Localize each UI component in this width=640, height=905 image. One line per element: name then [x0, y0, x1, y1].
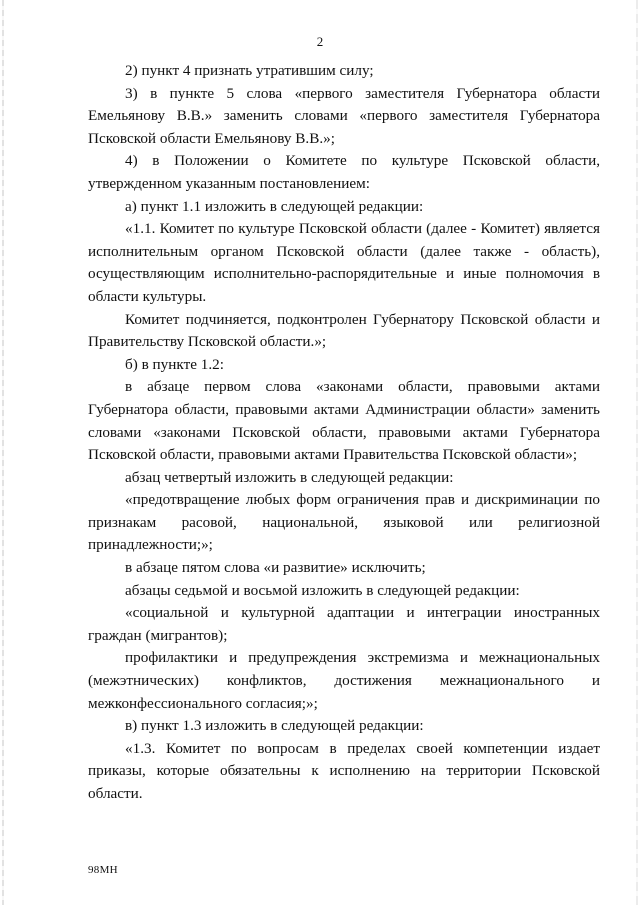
document-code: 98МН — [88, 864, 118, 876]
paragraph: «предотвращение любых форм ограничения прав и дискриминации по признакам расовой, национальной, языковой или религиозной принадлежности;»; — [88, 491, 600, 554]
paragraph: профилактики и предупреждения экстремизма и межнациональных (межэтнических) конфликтов, достижения межнационального и межконфессионального согласия;»; — [88, 649, 600, 712]
paragraph: в абзаце первом слова «законами области, правовыми актами Губернатора области, правовыми актами Администрации области» заменить словами «законами Псковской области, правовыми актами Губернатора Псковской области, правовыми актами Правительства Псковской области»; — [88, 378, 600, 464]
paragraph: в) пункт 1.3 изложить в следующей редакции: — [125, 717, 424, 735]
page-number: 2 — [316, 34, 324, 49]
paragraph: в абзаце пятом слова «и развитие» исключить; — [125, 559, 426, 577]
paragraph: «социальной и культурной адаптации и интеграции иностранных граждан (мигрантов); — [88, 604, 600, 644]
paragraph: 3) в пункте 5 слова «первого заместителя Губернатора области Емельянову В.В.» заменить словами «первого заместителя Губернатора Псковской области Емельянову В.В.»; — [88, 84, 600, 147]
scan-edge-right — [636, 0, 638, 905]
paragraph: а) пункт 1.1 изложить в следующей редакции: — [125, 197, 424, 215]
paragraph: абзац четвертый изложить в следующей редакции: — [125, 468, 454, 486]
paragraph: б) в пункте 1.2: — [125, 355, 224, 373]
paragraph: 2) пункт 4 признать утратившим силу; — [125, 62, 374, 79]
paragraph: 4) в Положении о Комитете по культуре Псковской области, утвержденном указанным постановлением: — [88, 152, 600, 192]
paragraph: абзацы седьмой и восьмой изложить в следующей редакции: — [125, 581, 520, 599]
paragraph: «1.3. Комитет по вопросам в пределах своей компетенции издает приказы, которые обязательны к исполнению на территории Псковской области. — [88, 739, 600, 802]
paragraph: Комитет подчиняется, подконтролен Губернатору Псковской области и Правительству Псковской области.»; — [88, 310, 600, 351]
paragraph: «1.1. Комитет по культуре Псковской области (далее - Комитет) является исполнительным органом Псковской области (далее также - область), осуществляющим исполнительно-распорядительные и иные полномочия в области культуры. — [88, 220, 600, 305]
document-body — [88, 60, 600, 806]
scan-edge-left — [2, 0, 4, 905]
